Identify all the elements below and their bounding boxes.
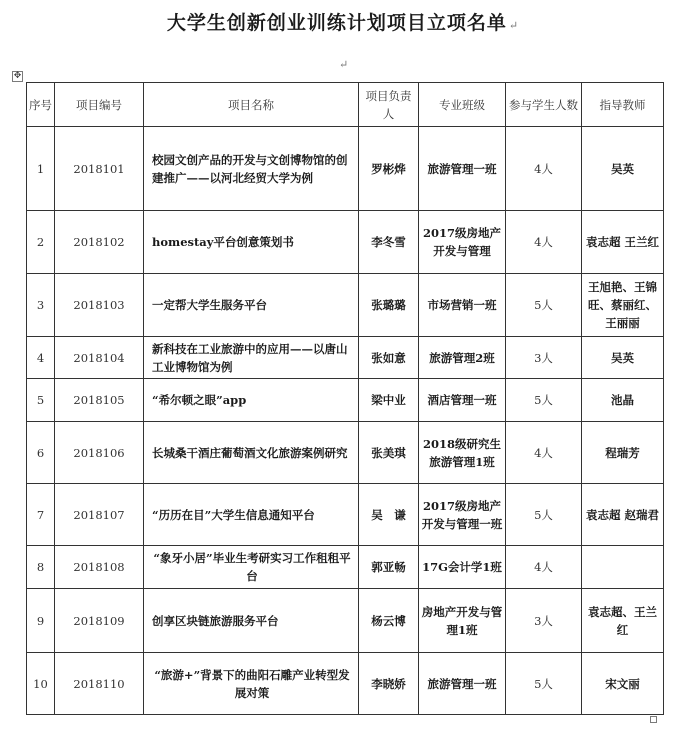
table-row xyxy=(27,589,664,653)
cell-leader: 张如意 xyxy=(359,337,419,379)
cell-name: “象牙小居”毕业生考研实习工作租租平台 xyxy=(144,546,359,589)
cell-class: 旅游管理一班 xyxy=(419,127,506,211)
cell-code: 2018106 xyxy=(55,422,144,484)
cell-teacher: 袁志超 王兰红 xyxy=(582,211,664,274)
header-leader: 项目负责人 xyxy=(359,83,419,127)
cell-teacher: 王旭艳、王锦旺、蔡丽红、王丽丽 xyxy=(582,274,664,337)
cell-name: 创享区块链旅游服务平台 xyxy=(144,589,359,653)
table-row xyxy=(27,484,664,546)
cell-count: 4人 xyxy=(506,211,582,274)
cell-name: “希尔顿之眼”app xyxy=(144,379,359,422)
cell-code: 2018102 xyxy=(55,211,144,274)
cell-class: 酒店管理一班 xyxy=(419,379,506,422)
cell-class: 旅游管理2班 xyxy=(419,337,506,379)
cell-class: 2017级房地产开发与管理 xyxy=(419,211,506,274)
header-code: 项目编号 xyxy=(55,83,144,127)
cell-seq: 8 xyxy=(27,546,55,589)
table-header-row xyxy=(27,83,664,127)
cell-name: homestay平台创意策划书 xyxy=(144,211,359,274)
paragraph-mark: ↵ xyxy=(339,58,349,71)
cell-code: 2018110 xyxy=(55,653,144,715)
table-row xyxy=(27,337,664,379)
table-row xyxy=(27,379,664,422)
table-row xyxy=(27,653,664,715)
cell-name: “历历在目”大学生信息通知平台 xyxy=(144,484,359,546)
cell-count: 4人 xyxy=(506,422,582,484)
table-row xyxy=(27,127,664,211)
header-count: 参与学生人数 xyxy=(506,83,582,127)
cell-count: 5人 xyxy=(506,653,582,715)
cell-seq: 3 xyxy=(27,274,55,337)
cell-leader: 杨云博 xyxy=(359,589,419,653)
table-row xyxy=(27,274,664,337)
cell-seq: 6 xyxy=(27,422,55,484)
document-title: 大学生创新创业训练计划项目立项名单 ↵ xyxy=(166,12,520,34)
cell-code: 2018101 xyxy=(55,127,144,211)
cell-code: 2018103 xyxy=(55,274,144,337)
cell-teacher: 吴英 xyxy=(582,337,664,379)
cell-seq: 10 xyxy=(27,653,55,715)
cell-seq: 9 xyxy=(27,589,55,653)
project-table xyxy=(26,82,664,715)
cell-leader: 张璐璐 xyxy=(359,274,419,337)
table-move-handle-icon[interactable]: ✥ xyxy=(13,71,22,81)
cell-count: 3人 xyxy=(506,337,582,379)
cell-class: 17G会计学1班 xyxy=(419,546,506,589)
cell-leader: 张美琪 xyxy=(359,422,419,484)
table-row xyxy=(27,546,664,589)
cell-seq: 5 xyxy=(27,379,55,422)
cell-seq: 7 xyxy=(27,484,55,546)
cell-code: 2018105 xyxy=(55,379,144,422)
header-name: 项目名称 xyxy=(144,83,359,127)
cell-class: 房地产开发与管理1班 xyxy=(419,589,506,653)
cell-teacher: 池晶 xyxy=(582,379,664,422)
cell-teacher: 袁志超 赵瑞君 xyxy=(582,484,664,546)
header-seq: 序号 xyxy=(27,83,55,127)
cell-seq: 2 xyxy=(27,211,55,274)
cell-count: 3人 xyxy=(506,589,582,653)
header-class: 专业班级 xyxy=(419,83,506,127)
table-row xyxy=(27,211,664,274)
cell-count: 5人 xyxy=(506,274,582,337)
cell-class: 2018级研究生旅游管理1班 xyxy=(419,422,506,484)
table-resize-handle[interactable] xyxy=(650,716,657,723)
cell-code: 2018107 xyxy=(55,484,144,546)
cell-count: 5人 xyxy=(506,379,582,422)
cell-code: 2018109 xyxy=(55,589,144,653)
cell-count: 4人 xyxy=(506,127,582,211)
cell-teacher: 宋文丽 xyxy=(582,653,664,715)
table-row xyxy=(27,422,664,484)
cell-code: 2018108 xyxy=(55,546,144,589)
cell-class: 市场营销一班 xyxy=(419,274,506,337)
cell-seq: 4 xyxy=(27,337,55,379)
cell-leader: 李晓娇 xyxy=(359,653,419,715)
cell-leader: 吴 谦 xyxy=(359,484,419,546)
cell-name: 长城桑干酒庄葡萄酒文化旅游案例研究 xyxy=(144,422,359,484)
header-teacher: 指导教师 xyxy=(582,83,664,127)
cell-teacher: 吴英 xyxy=(582,127,664,211)
cell-count: 5人 xyxy=(506,484,582,546)
cell-class: 旅游管理一班 xyxy=(419,653,506,715)
cell-leader: 梁中业 xyxy=(359,379,419,422)
cell-name: 一定帮大学生服务平台 xyxy=(144,274,359,337)
cell-code: 2018104 xyxy=(55,337,144,379)
cell-class: 2017级房地产开发与管理一班 xyxy=(419,484,506,546)
cell-leader: 郭亚畅 xyxy=(359,546,419,589)
cell-count: 4人 xyxy=(506,546,582,589)
cell-seq: 1 xyxy=(27,127,55,211)
cell-teacher xyxy=(582,546,664,589)
cell-teacher: 程瑞芳 xyxy=(582,422,664,484)
cell-leader: 李冬雪 xyxy=(359,211,419,274)
cell-name: 新科技在工业旅游中的应用——以唐山工业博物馆为例 xyxy=(144,337,359,379)
cell-name: 校园文创产品的开发与文创博物馆的创建推广——以河北经贸大学为例 xyxy=(144,127,359,211)
cell-teacher: 袁志超、王兰红 xyxy=(582,589,664,653)
cell-name: “旅游+”背景下的曲阳石雕产业转型发展对策 xyxy=(144,653,359,715)
cell-leader: 罗彬烨 xyxy=(359,127,419,211)
